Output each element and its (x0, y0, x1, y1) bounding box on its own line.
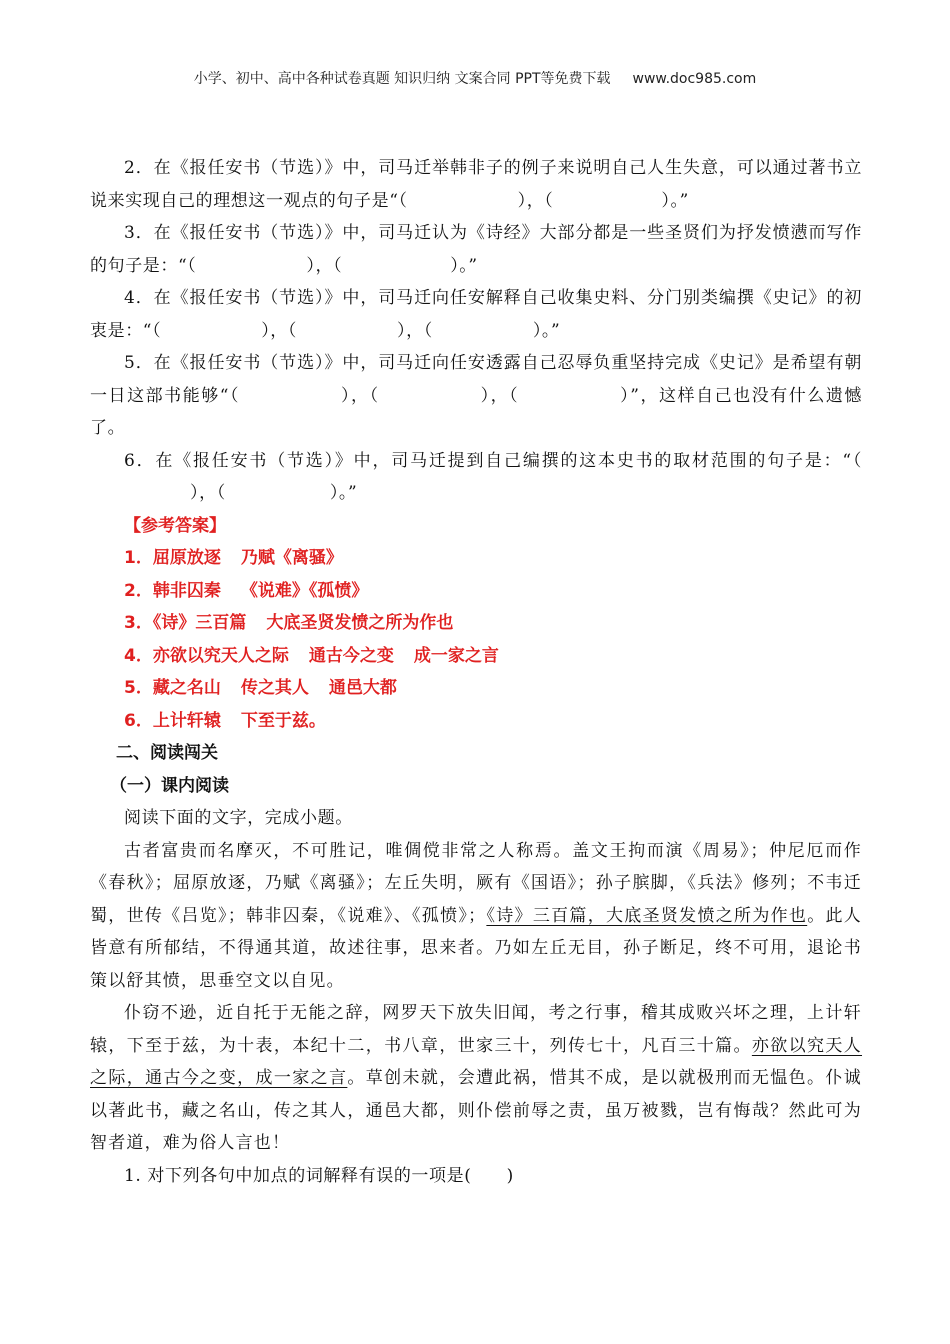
header-tagline: 小学、初中、高中各种试卷真题 知识归纳 文案合同 PPT等免费下载 (193, 71, 611, 87)
document-body (90, 152, 862, 1192)
answer-4: 4．亦欲以究天人之际 通古今之变 成一家之言 (124, 645, 499, 666)
question-3: 3．在《报任安书（节选）》中，司马迁认为《诗经》大部分都是一些圣贤们为抒发愤懑而写作的句子是：“（ ），（ ）。” (90, 223, 862, 276)
answer-2: 2．韩非囚秦 《说难》《孤愤》 (124, 580, 369, 601)
question-6: 6．在《报任安书（节选）》中，司马迁提到自己编撰的这本史书的取材范围的句子是：“（），（ ）。” (124, 450, 862, 503)
question-2: 2．在《报任安书（节选）》中，司马迁举韩非子的例子来说明自己人生失意，可以通过著书立说来实现自己的理想这一观点的句子是“（ ），（ ）。” (90, 158, 862, 211)
section-heading: 二、阅读闯关 (116, 743, 218, 763)
question-1: 1. 对下列各句中加点的词解释有误的一项是( ) (124, 1165, 514, 1186)
reading-instruction: 阅读下面的文字，完成小题。 (124, 808, 353, 828)
answer-5: 5．藏之名山 传之其人 通邑大都 (124, 678, 397, 698)
answer-title: 【参考答案】 (124, 515, 226, 536)
header-site: www.doc985.com (632, 71, 757, 87)
question-4: 4．在《报任安书（节选）》中，司马迁向任安解释自己收集史料、分门别类编撰《史记》的初衷是：“（ ），（ ），（ ）。” (90, 288, 862, 341)
underlined-sentence-2: 亦欲以究天人之际，通古今之变，成一家之言 (90, 1035, 863, 1088)
answer-1: 1．屈原放逐 乃赋《离骚》 (124, 548, 343, 568)
question-5: 5．在《报任安书（节选）》中，司马迁向任安透露自己忍辱负重坚持完成《史记》是希望有朝一日这部书能够“（ ），（ ），（ ）”，这样自己也没有什么遗憾了。 (90, 353, 863, 438)
subsection-heading: （一）课内阅读 (110, 775, 229, 796)
passage-paragraph-2: 仆窃不逊，近自托于无能之辞，网罗天下放失旧闻，考之行事，稽其成败兴坏之理，上计轩辕，下至于兹，为十表，本纪十二，书八章，世家三十，列传七十，凡百三十篇。亦欲以究天人之际，通古今之变，成一家之言。草创未就，会遭此祸，惜其不成，是以就极刑而无愠色。仆诚以著此书，藏之名山，传之其人，通邑大都，则仆偿前辱之责，虽万被戮，岂有悔哉？然此可为智者道，难为俗人言也！ (90, 1003, 863, 1153)
answer-3: 3．《诗》三百篇 大底圣贤发愤之所为作也 (124, 613, 454, 633)
passage-paragraph-1: 古者富贵而名摩灭，不可胜记，唯倜傥非常之人称焉。盖文王拘而演《周易》；仲尼厄而作《春秋》；屈原放逐，乃赋《离骚》；左丘失明，厥有《国语》；孙子膑脚，《兵法》修列；不韦迁蜀，世传《吕览》；韩非囚秦，《说难》、《孤愤》；《诗》三百篇，大底圣贤发愤之所为作也。此人皆意有所郁结，不得通其道，故述往事，思来者。乃如左丘无目，孙子断足，终不可用，退论书策以舒其愤，思垂空文以自见。 (90, 840, 862, 991)
answer-6: 6．上计轩辕 下至于兹。 (124, 710, 326, 731)
page-header (0, 68, 950, 88)
underlined-sentence-1: 《诗》三百篇，大底圣贤发愤之所为作也 (486, 905, 808, 926)
